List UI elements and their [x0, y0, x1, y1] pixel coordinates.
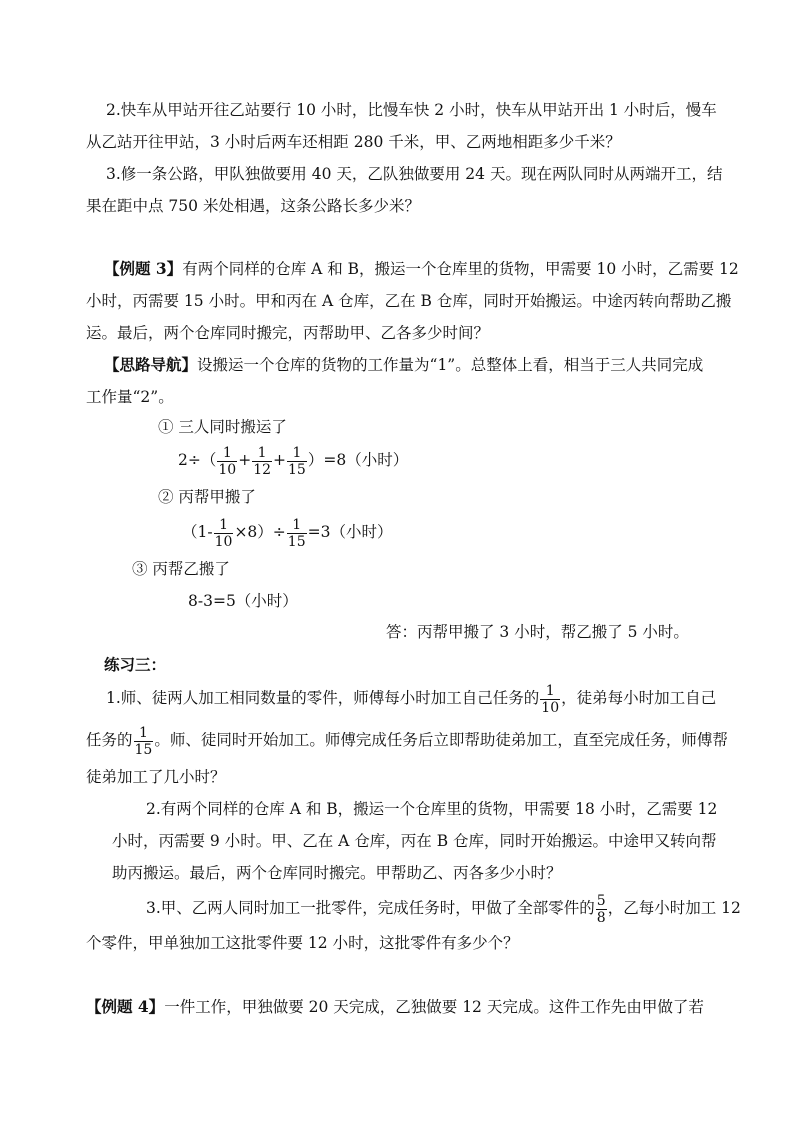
- practice3-title: 练习三：: [104, 655, 167, 674]
- example3-text1: 有两个同样的仓库 A 和 B，搬运一个仓库里的货物，甲需要 10 小时，乙需要 12: [182, 260, 739, 278]
- hint-tag: 【思路导航】: [104, 355, 198, 374]
- example3-answer: 答：丙帮甲搬了 3 小时，帮乙搬了 5 小时。: [386, 623, 689, 641]
- step1-formula: 2÷（ $\frac{1}{10}$ + $\frac{1}{12}$ + $\frac{1}{15}$ ）=8（小时）: [178, 444, 409, 478]
- practice-q2-line2: 从乙站开往甲站，3 小时后两车还相距 280 千米，甲、乙两地相距多少千米？: [86, 133, 621, 151]
- practice-q2-line1: 2.快车从甲站开往乙站要行 10 小时，比慢车快 2 小时，快车从甲站开出 1 小时后，慢车: [106, 101, 717, 119]
- practice3-q3-line2: 个零件，甲单独加工这批零件要 12 小时，这批零件有多少个？: [86, 934, 519, 952]
- example3-tag: 【例题 3】: [104, 259, 183, 278]
- fraction-1-10: $\frac{1}{10}$: [218, 444, 237, 478]
- example4-tag: 【例题 4】: [86, 997, 165, 1016]
- hint-line2: 工作量“2”。: [86, 388, 174, 406]
- hint-text1: 设搬运一个仓库的货物的工作量为“1”。总整体上看，相当于三人共同完成: [197, 356, 704, 374]
- practice3-q1-line1: 1.师、徒两人加工相同数量的零件，师傅每小时加工自己任务的 $\frac{1}{10}$ ，徒弟每小时加工自己: [106, 682, 717, 716]
- practice3-q3-line1: 3.甲、乙两人同时加工一批零件，完成任务时，甲做了全部零件的 $\frac{5}{8}$ ，乙每小时加工 12: [146, 892, 741, 926]
- practice3-q2-line1: 2.有两个同样的仓库 A 和 B，搬运一个仓库里的货物，甲需要 18 小时，乙需要 12: [146, 800, 718, 818]
- fraction-1-15: $\frac{1}{15}$: [134, 724, 153, 758]
- practice3-q1-line2: 任务的 $\frac{1}{15}$ 。师、徒同时开始加工。师傅完成任务后立即帮助徒弟加工，直至完成任务，师傅帮: [86, 724, 728, 758]
- example3-line2: 小时，丙需要 15 小时。甲和丙在 A 仓库，乙在 B 仓库，同时开始搬运。中途丙转向帮助乙搬: [86, 292, 732, 310]
- example4-line1: [86, 996, 704, 1018]
- fraction-1-10: $\frac{1}{10}$: [541, 682, 560, 716]
- fraction-1-10: $\frac{1}{10}$: [214, 516, 233, 550]
- practice3-q1-line3: 徒弟加工了几小时？: [86, 768, 226, 786]
- example4-text1: 一件工作，甲独做要 20 天完成，乙独做要 12 天完成。这件工作先由甲做了若: [164, 998, 704, 1016]
- fraction-1-12: $\frac{1}{12}$: [253, 444, 272, 478]
- step2-label: ② 丙帮甲搬了: [158, 488, 256, 506]
- fraction-5-8: $\frac{5}{8}$: [596, 892, 606, 926]
- practice-q3-line2: 果在距中点 750 米处相遇，这条公路长多少米？: [86, 197, 420, 215]
- example3-line1: [104, 258, 739, 280]
- fraction-1-15: $\frac{1}{15}$: [288, 444, 306, 478]
- practice3-q2-line2: 小时，丙需要 9 小时。甲、乙在 A 仓库，丙在 B 仓库，同时开始搬运。中途甲又转向帮: [112, 832, 717, 850]
- hint-line1: [104, 354, 703, 376]
- step3-label: ③ 丙帮乙搬了: [132, 560, 230, 578]
- practice3-q2-line3: 助丙搬运。最后，两个仓库同时搬完。甲帮助乙、丙各多少小时？: [112, 864, 562, 882]
- step1-label: ① 三人同时搬运了: [158, 418, 287, 436]
- step2-formula: （1- $\frac{1}{10}$ ×8）÷ $\frac{1}{15}$ =3（小时）: [182, 516, 393, 550]
- practice-q3-line1: 3.修一条公路，甲队独做要用 40 天，乙队独做要用 24 天。现在两队同时从两端开工，结: [106, 165, 723, 183]
- fraction-1-15: $\frac{1}{15}$: [287, 516, 306, 550]
- step3-formula: 8-3=5（小时）: [188, 592, 298, 610]
- example3-line3: 运。最后，两个仓库同时搬完，丙帮助甲、乙各多少时间？: [86, 324, 490, 342]
